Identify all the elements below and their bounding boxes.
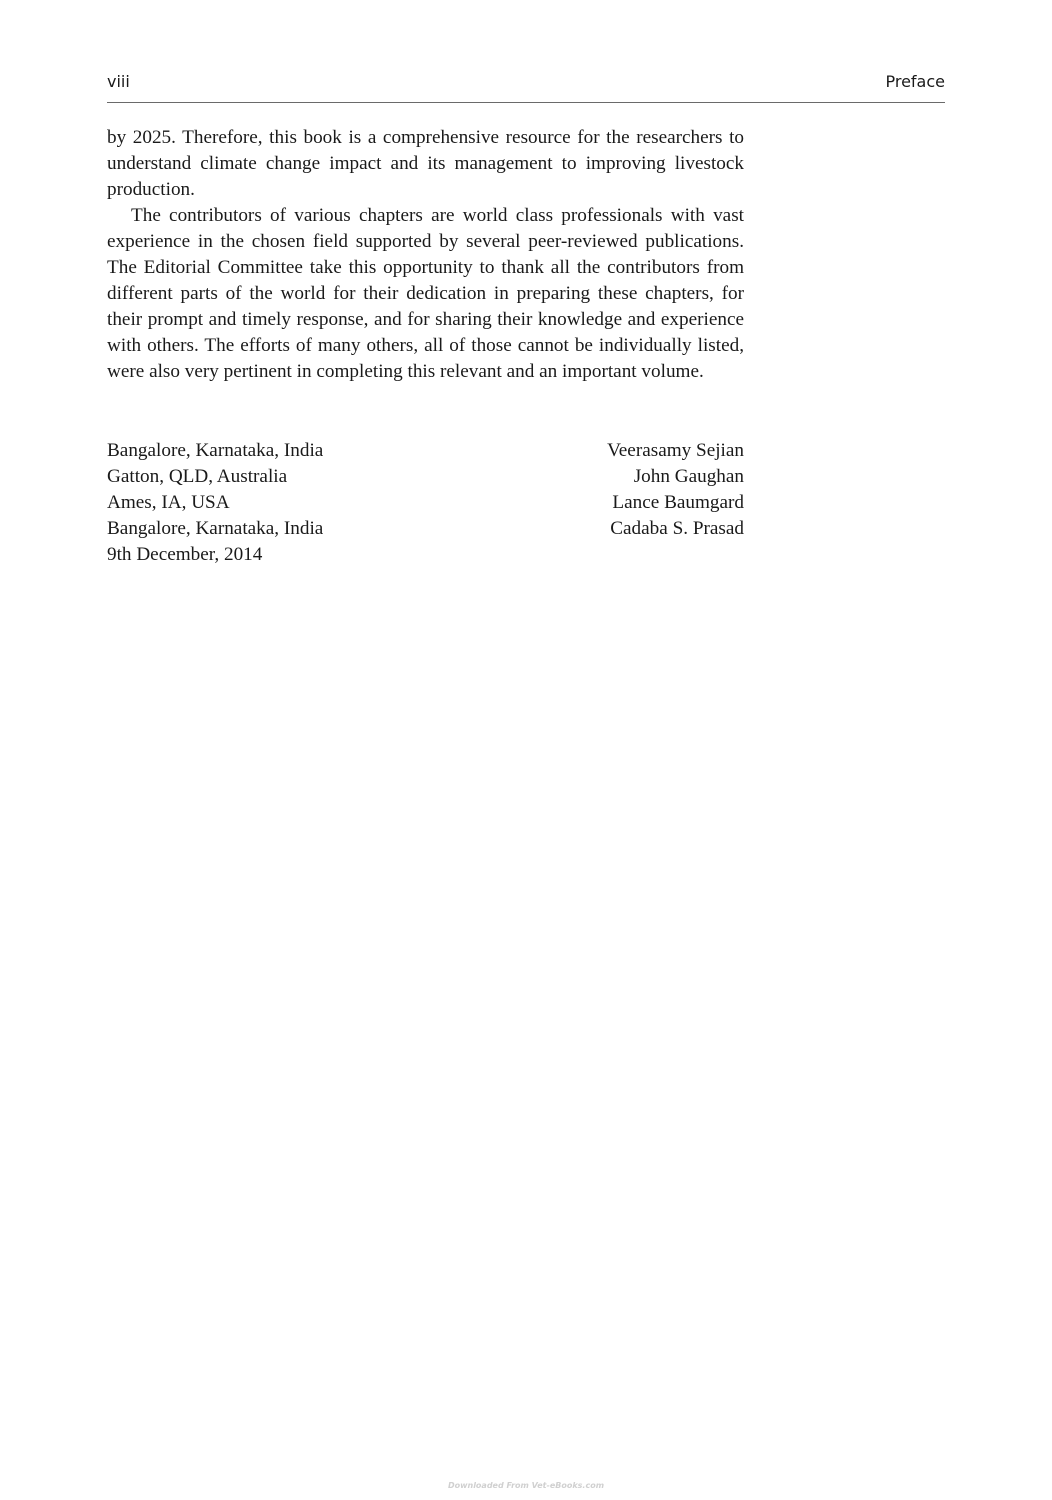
signoff-date: 9th December, 2014 <box>107 544 263 565</box>
editor-name: Lance Baumgard <box>612 492 744 513</box>
editor-name: Cadaba S. Prasad <box>610 518 744 539</box>
editor-location: Bangalore, Karnataka, India <box>107 518 324 539</box>
download-watermark: Downloaded From Vet-eBooks.com <box>447 1481 605 1490</box>
paragraph-continued: by 2025. Therefore, this book is a comprehensive resource for the researchers to understand climate change impact and its management to improving livestock production. <box>107 127 744 200</box>
signoff-row <box>107 438 744 464</box>
signoff-date-row <box>107 542 744 568</box>
signoff-row <box>107 516 744 542</box>
running-title: Preface <box>885 72 945 91</box>
editor-location: Gatton, QLD, Australia <box>107 466 288 487</box>
paragraph-contributors: The contributors of various chapters are world class professionals with vast experience in the chosen field supported by several peer-reviewed publications. The Editorial Committee take this opportunity to thank all the contributors from different parts of the world for their dedication in preparing these chapters, for their prompt and timely response, and for sharing their knowledge and experience with others. The efforts of many others, all of those cannot be individually listed, were also very pertinent in completing this relevant and an important volume. <box>107 205 744 382</box>
editor-location: Ames, IA, USA <box>107 492 230 513</box>
preface-body <box>107 125 744 385</box>
page-number: viii <box>107 72 130 91</box>
signoff-row <box>107 490 744 516</box>
editor-location: Bangalore, Karnataka, India <box>107 440 324 461</box>
editor-name: Veerasamy Sejian <box>607 440 744 461</box>
editor-signoff <box>107 438 744 568</box>
signoff-row <box>107 464 744 490</box>
editor-name: John Gaughan <box>633 466 744 487</box>
running-header <box>107 72 945 103</box>
